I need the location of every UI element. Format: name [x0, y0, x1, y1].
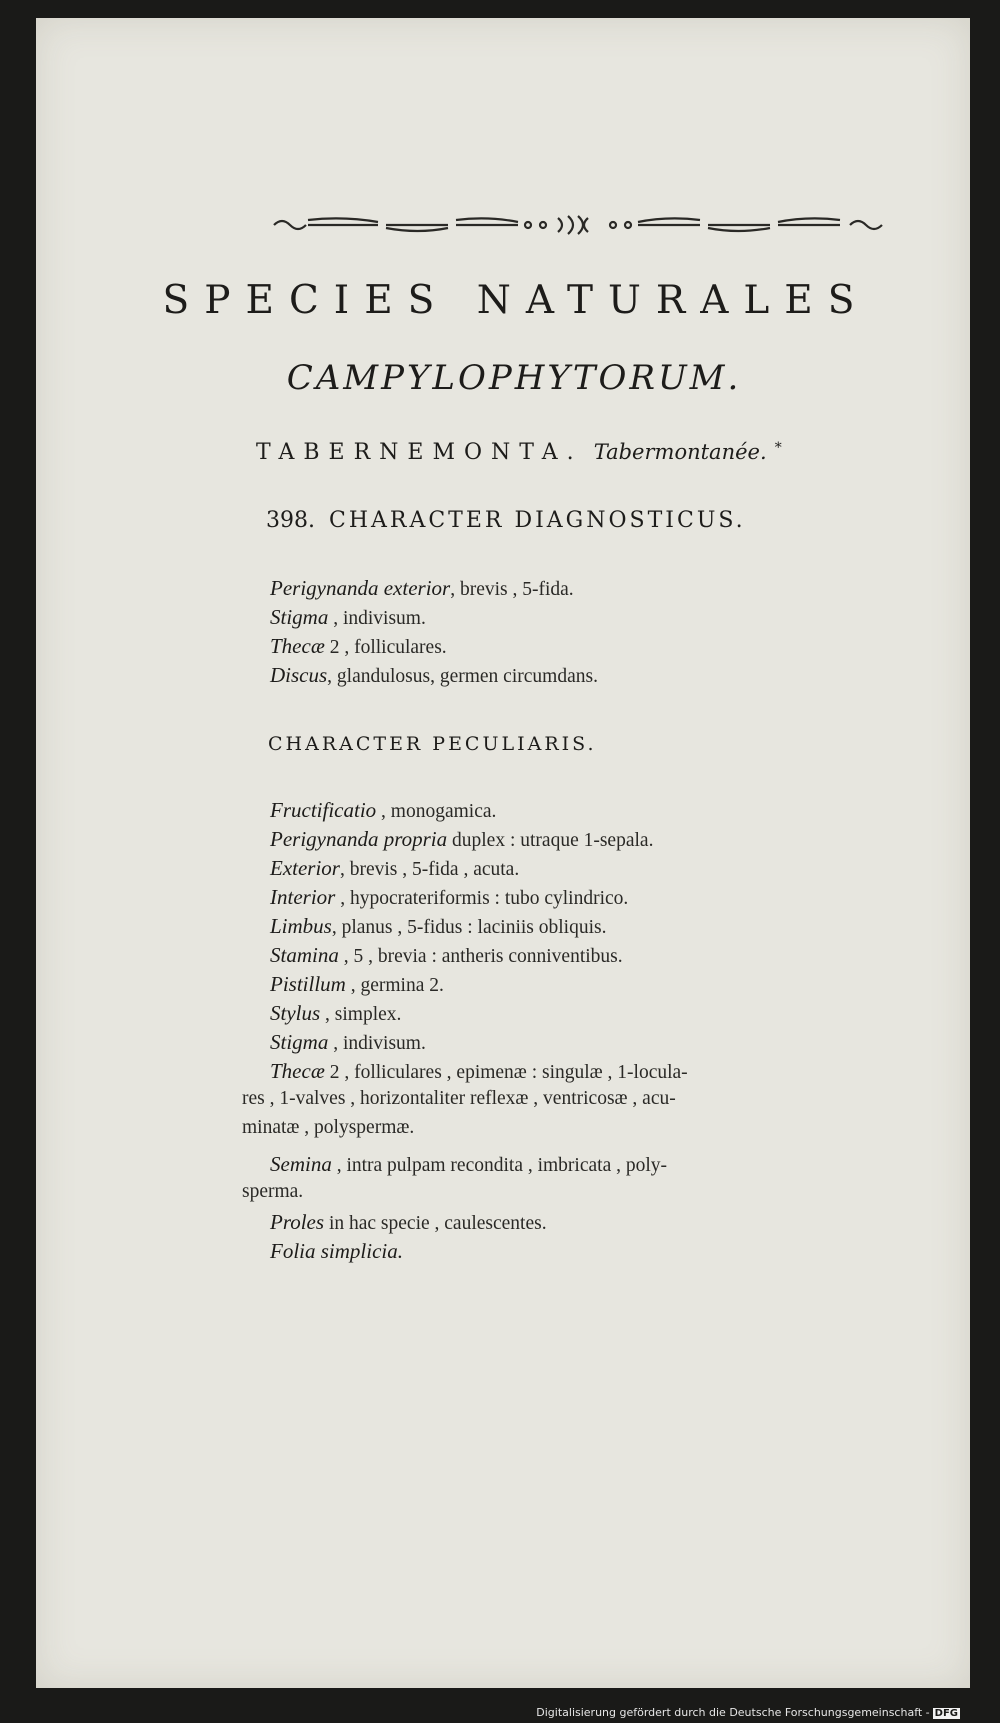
section-title: CHARACTER DIAGNOSTICUS.: [328, 508, 746, 533]
section-heading-diagnosticus: [266, 508, 746, 533]
pec-term: Fructificatio: [270, 798, 377, 822]
pec-text: minatæ , polyspermæ.: [242, 1117, 415, 1138]
pec-text: sperma.: [242, 1181, 304, 1202]
pec-term: Perigynanda propria: [270, 827, 448, 851]
book-page: [36, 18, 970, 1688]
diag-text: , brevis , 5-fida.: [450, 579, 574, 600]
pec-line: [270, 914, 606, 939]
diag-line: [270, 634, 447, 659]
pec-term: Stylus: [270, 1001, 321, 1025]
pec-line: [270, 972, 444, 997]
diag-term: Thecæ: [270, 634, 325, 658]
diag-term: Perigynanda exterior: [270, 576, 451, 600]
pec-term: Stamina: [270, 943, 339, 967]
pec-line: [270, 943, 623, 968]
dfg-logo: DFG: [934, 1708, 958, 1719]
page-subtitle: CAMPYLOPHYTORUM.: [286, 358, 742, 398]
diag-line: [270, 576, 574, 601]
pec-text: , 5 , brevia : antheris conniventibus.: [338, 946, 623, 967]
pec-term: Exterior: [270, 856, 340, 880]
genus-french-name: Tabermontanée.: [593, 440, 767, 464]
pec-line: [270, 856, 519, 881]
pec-text: in hac specie , caulescentes.: [324, 1213, 547, 1234]
pec-text: , simplex.: [320, 1004, 402, 1025]
section-heading-peculiaris: CHARACTER PECULIARIS.: [268, 733, 597, 755]
footnote-mark: *: [774, 440, 782, 456]
digitization-footer: [536, 1706, 960, 1719]
pec-line-continued: [242, 1088, 676, 1110]
pec-line: [270, 1030, 426, 1055]
diag-text: 2 , folliculares.: [324, 637, 447, 658]
pec-text: , intra pulpam recondita , imbricata , poly-: [331, 1155, 668, 1176]
diag-line: [270, 663, 598, 688]
pec-term: Stigma: [270, 1030, 329, 1054]
pec-term: Thecæ: [270, 1059, 325, 1083]
pec-line: [270, 1152, 667, 1177]
section-number: 398.: [266, 508, 315, 533]
decorative-ornament-band: [268, 214, 888, 236]
pec-text: res , 1-valves , horizontaliter reflexæ , ventricosæ , acu-: [242, 1088, 676, 1109]
pec-term: Pistillum: [270, 972, 346, 996]
pec-text: 2 , folliculares , epimenæ : singulæ , 1-locula-: [324, 1062, 688, 1083]
pec-line: [270, 1210, 547, 1235]
pec-text: , planus , 5-fidus : laciniis obliquis.: [331, 917, 607, 938]
pec-term: Semina: [270, 1152, 332, 1176]
pec-text: , hypocrateriformis : tubo cylindrico.: [335, 888, 629, 909]
diag-term: Discus: [270, 663, 328, 687]
pec-text: , brevis , 5-fida , acuta.: [339, 859, 520, 880]
pec-text: , monogamica.: [376, 801, 497, 822]
pec-text: , germina 2.: [345, 975, 444, 996]
footer-text: Digitalisierung gefördert durch die Deutsche Forschungsgemeinschaft -: [536, 1706, 930, 1719]
pec-line: [270, 885, 628, 910]
pec-line: [270, 1001, 401, 1026]
diag-term: Stigma: [270, 605, 329, 629]
pec-line: [270, 827, 653, 852]
pec-text: , indivisum.: [328, 1033, 426, 1054]
pec-term: Interior: [270, 885, 336, 909]
diag-text: , glandulosus, germen circumdans.: [327, 666, 598, 687]
pec-line-continued: [242, 1181, 303, 1203]
pec-line: [270, 1059, 688, 1084]
pec-term: Limbus: [270, 914, 332, 938]
diag-line: [270, 605, 426, 630]
pec-line: [270, 798, 496, 823]
page-title: SPECIES NATURALES: [162, 278, 870, 323]
pec-line-continued: [242, 1117, 414, 1139]
pec-term: Proles: [270, 1210, 325, 1234]
genus-name: TABERNEMONTA.: [256, 440, 583, 465]
pec-term: Folia simplicia.: [270, 1239, 403, 1263]
diag-text: , indivisum.: [328, 608, 426, 629]
genus-heading: [256, 440, 782, 465]
pec-line: [270, 1239, 403, 1264]
pec-text: duplex : utraque 1-sepala.: [447, 830, 654, 851]
